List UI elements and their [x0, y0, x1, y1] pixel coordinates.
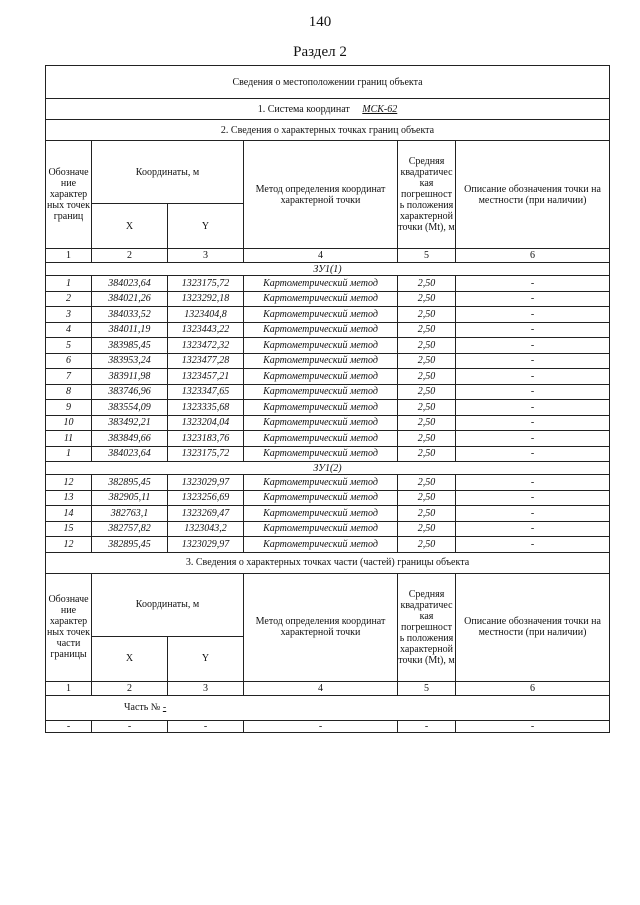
- point-number-cell: 8: [46, 384, 92, 400]
- y-coord-cell: 1323029,97: [168, 537, 244, 553]
- y-coord-cell: 1323477,28: [168, 353, 244, 369]
- col-num: 4: [244, 249, 398, 263]
- x-coord-cell: 384011,19: [92, 322, 168, 338]
- accuracy-cell: 2,50: [398, 276, 456, 292]
- description-cell: -: [456, 322, 610, 338]
- accuracy-cell: 2,50: [398, 307, 456, 323]
- x-coord-cell: 383554,09: [92, 400, 168, 416]
- description-header: Описание обозначения точки на местности (при наличии): [456, 141, 610, 249]
- accuracy-header: Средняя квадратичес кая погрешност ь положения характерной точки (Mt), м: [398, 141, 456, 249]
- coords-header-2: Координаты, м: [92, 573, 244, 636]
- x-coord-cell: 384021,26: [92, 291, 168, 307]
- section3-title: 3. Сведения о характерных точках части (частей) границы объекта: [46, 552, 610, 573]
- point-number-cell: 14: [46, 506, 92, 522]
- y-coord-cell: 1323443,22: [168, 322, 244, 338]
- y-coord-cell: 1323404,8: [168, 307, 244, 323]
- part-value: -: [162, 702, 167, 713]
- point-number-cell: 1: [46, 446, 92, 462]
- table-row: [46, 276, 610, 292]
- description-cell: -: [456, 415, 610, 431]
- point-label-part-header: Обозначе ние характер ных точек части границы: [46, 573, 92, 681]
- point-number-cell: 13: [46, 490, 92, 506]
- accuracy-cell: 2,50: [398, 338, 456, 354]
- part-cell: -: [46, 720, 92, 732]
- col-num: 4: [244, 681, 398, 695]
- point-number-cell: 1: [46, 276, 92, 292]
- accuracy-cell: 2,50: [398, 537, 456, 553]
- method-cell: Картометрический метод: [244, 353, 398, 369]
- col-num: 1: [46, 249, 92, 263]
- y-coord-cell: 1323256,69: [168, 490, 244, 506]
- accuracy-cell: 2,50: [398, 291, 456, 307]
- description-cell: -: [456, 400, 610, 416]
- method-cell: Картометрический метод: [244, 369, 398, 385]
- column-numbers: [46, 249, 610, 263]
- group-header-row: [46, 263, 610, 276]
- col-num: 2: [92, 249, 168, 263]
- accuracy-cell: 2,50: [398, 521, 456, 537]
- y-coord-cell: 1323472,32: [168, 338, 244, 354]
- accuracy-cell: 2,50: [398, 475, 456, 491]
- table-row: [46, 307, 610, 323]
- point-number-cell: 6: [46, 353, 92, 369]
- part-label-row: [46, 695, 610, 720]
- description-header-2: Описание обозначения точки на местности (при наличии): [456, 573, 610, 681]
- table-row: [46, 431, 610, 447]
- y-header: Y: [168, 204, 244, 249]
- x-header-2: X: [92, 636, 168, 681]
- description-cell: -: [456, 521, 610, 537]
- description-cell: -: [456, 369, 610, 385]
- method-cell: Картометрический метод: [244, 521, 398, 537]
- point-number-cell: 12: [46, 537, 92, 553]
- y-coord-cell: 1323029,97: [168, 475, 244, 491]
- accuracy-cell: 2,50: [398, 446, 456, 462]
- part-data-row: [46, 720, 610, 732]
- accuracy-cell: 2,50: [398, 431, 456, 447]
- point-number-cell: 2: [46, 291, 92, 307]
- method-cell: Картометрический метод: [244, 400, 398, 416]
- col-num: 3: [168, 681, 244, 695]
- table-row: [46, 338, 610, 354]
- point-number-cell: 5: [46, 338, 92, 354]
- point-number-cell: 7: [46, 369, 92, 385]
- table-row: [46, 400, 610, 416]
- group-header-row: [46, 462, 610, 475]
- y-coord-cell: 1323457,21: [168, 369, 244, 385]
- accuracy-cell: 2,50: [398, 384, 456, 400]
- point-number-cell: 9: [46, 400, 92, 416]
- x-coord-cell: 382895,45: [92, 537, 168, 553]
- part-cell: -: [168, 720, 244, 732]
- table-title: Сведения о местоположении границ объекта: [46, 66, 610, 99]
- accuracy-cell: 2,50: [398, 415, 456, 431]
- y-coord-cell: 1323269,47: [168, 506, 244, 522]
- table-row: [46, 446, 610, 462]
- col-num: 6: [456, 249, 610, 263]
- x-coord-cell: 383492,21: [92, 415, 168, 431]
- description-cell: -: [456, 338, 610, 354]
- col-num: 6: [456, 681, 610, 695]
- col-num: 1: [46, 681, 92, 695]
- section2-title: 2. Сведения о характерных точках границ объекта: [46, 120, 610, 141]
- y-coord-cell: 1323043,2: [168, 521, 244, 537]
- table-row: [46, 490, 610, 506]
- x-coord-cell: 382905,11: [92, 490, 168, 506]
- method-header: Метод определения координат характерной точки: [244, 141, 398, 249]
- x-coord-cell: 384023,64: [92, 446, 168, 462]
- accuracy-cell: 2,50: [398, 400, 456, 416]
- description-cell: -: [456, 384, 610, 400]
- x-coord-cell: 384033,52: [92, 307, 168, 323]
- method-cell: Картометрический метод: [244, 475, 398, 491]
- method-cell: Картометрический метод: [244, 431, 398, 447]
- table-row: [46, 353, 610, 369]
- point-label-header: Обозначе ние характер ных точек границ: [46, 141, 92, 249]
- y-coord-cell: 1323175,72: [168, 446, 244, 462]
- table-row: [46, 369, 610, 385]
- method-cell: Картометрический метод: [244, 446, 398, 462]
- part-label: Часть №: [124, 702, 161, 713]
- x-coord-cell: 383746,96: [92, 384, 168, 400]
- point-number-cell: 4: [46, 322, 92, 338]
- x-coord-cell: 384023,64: [92, 276, 168, 292]
- table-row: [46, 291, 610, 307]
- method-cell: Картометрический метод: [244, 291, 398, 307]
- y-header-2: Y: [168, 636, 244, 681]
- accuracy-cell: 2,50: [398, 490, 456, 506]
- method-cell: Картометрический метод: [244, 490, 398, 506]
- part-cell: -: [456, 720, 610, 732]
- y-coord-cell: 1323347,65: [168, 384, 244, 400]
- x-coord-cell: 382895,45: [92, 475, 168, 491]
- point-number-cell: 11: [46, 431, 92, 447]
- x-coord-cell: 383985,45: [92, 338, 168, 354]
- x-coord-cell: 383953,24: [92, 353, 168, 369]
- boundary-table: [45, 65, 610, 733]
- description-cell: -: [456, 276, 610, 292]
- y-coord-cell: 1323335,68: [168, 400, 244, 416]
- x-coord-cell: 383911,98: [92, 369, 168, 385]
- description-cell: -: [456, 291, 610, 307]
- method-cell: Картометрический метод: [244, 322, 398, 338]
- table-row: [46, 384, 610, 400]
- x-coord-cell: 382763,1: [92, 506, 168, 522]
- col-num: 2: [92, 681, 168, 695]
- y-coord-cell: 1323175,72: [168, 276, 244, 292]
- method-cell: Картометрический метод: [244, 276, 398, 292]
- point-number-cell: 15: [46, 521, 92, 537]
- col-num: 5: [398, 681, 456, 695]
- x-coord-cell: 383849,66: [92, 431, 168, 447]
- table-row: [46, 475, 610, 491]
- part-cell: -: [92, 720, 168, 732]
- description-cell: -: [456, 431, 610, 447]
- y-coord-cell: 1323292,18: [168, 291, 244, 307]
- table-row: [46, 322, 610, 338]
- table-row: [46, 521, 610, 537]
- coord-system-label: 1. Система координат: [257, 103, 350, 115]
- section-title: Раздел 2: [293, 44, 347, 60]
- page-number: 140: [308, 14, 332, 30]
- table-row: [46, 415, 610, 431]
- accuracy-header-2: Средняя квадратичес кая погрешност ь положения характерной точки (Mt), м: [398, 573, 456, 681]
- x-coord-cell: 382757,82: [92, 521, 168, 537]
- point-number-cell: 12: [46, 475, 92, 491]
- method-header-2: Метод определения координат характерной точки: [244, 573, 398, 681]
- method-cell: Картометрический метод: [244, 415, 398, 431]
- description-cell: -: [456, 537, 610, 553]
- coordinate-system: [46, 99, 610, 120]
- table-row: [46, 506, 610, 522]
- part-cell: -: [398, 720, 456, 732]
- method-cell: Картометрический метод: [244, 338, 398, 354]
- table-row: [46, 537, 610, 553]
- col-num: 5: [398, 249, 456, 263]
- accuracy-cell: 2,50: [398, 353, 456, 369]
- y-coord-cell: 1323183,76: [168, 431, 244, 447]
- accuracy-cell: 2,50: [398, 322, 456, 338]
- group-name: ЗУ1(2): [46, 462, 610, 475]
- y-coord-cell: 1323204,04: [168, 415, 244, 431]
- coords-header: Координаты, м: [92, 141, 244, 204]
- accuracy-cell: 2,50: [398, 506, 456, 522]
- part-cell: -: [244, 720, 398, 732]
- col-num: 3: [168, 249, 244, 263]
- method-cell: Картометрический метод: [244, 506, 398, 522]
- accuracy-cell: 2,50: [398, 369, 456, 385]
- description-cell: -: [456, 353, 610, 369]
- description-cell: -: [456, 490, 610, 506]
- coord-system-value: МСК-62: [362, 103, 398, 115]
- point-number-cell: 3: [46, 307, 92, 323]
- method-cell: Картометрический метод: [244, 384, 398, 400]
- column-numbers-2: [46, 681, 610, 695]
- description-cell: -: [456, 307, 610, 323]
- method-cell: Картометрический метод: [244, 537, 398, 553]
- point-number-cell: 10: [46, 415, 92, 431]
- description-cell: -: [456, 475, 610, 491]
- description-cell: -: [456, 446, 610, 462]
- method-cell: Картометрический метод: [244, 307, 398, 323]
- x-header: X: [92, 204, 168, 249]
- group-name: ЗУ1(1): [46, 263, 610, 276]
- description-cell: -: [456, 506, 610, 522]
